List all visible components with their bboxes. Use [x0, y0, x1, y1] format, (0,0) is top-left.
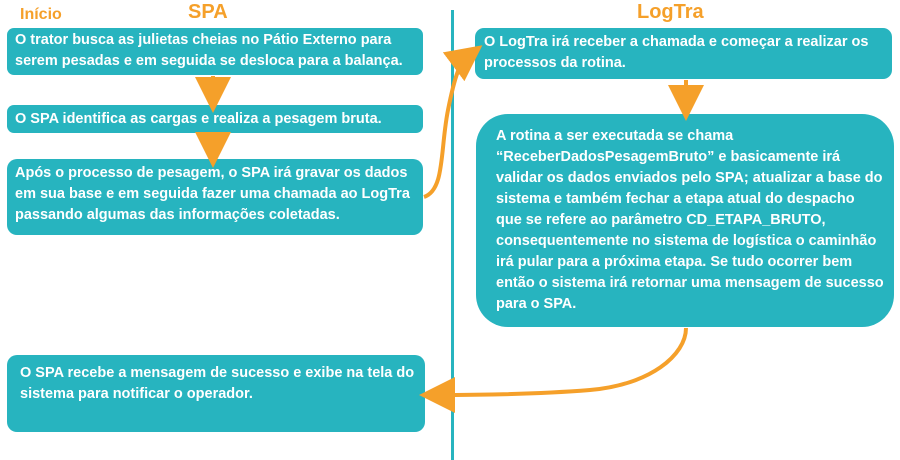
logtra-step-2-box: A rotina a ser executada se chama “ReceberDadosPesagemBruto” e basicamente irá validar os dados enviados pelo SPA; atualizar a base do sistema e também fechar a etapa atual do despacho que se refere ao parâmetro CD_ETAPA_BRUTO, consequentemente no sistema de logística o caminhão irá pular para a próxima etapa. Se tudo ocorrer bem então o sistema irá retornar uma mensagem de sucesso para o SPA. — [476, 114, 894, 327]
spa-step-2-box: O SPA identifica as cargas e realiza a pesagem bruta. — [7, 105, 423, 133]
logtra-column-title: LogTra — [637, 1, 704, 23]
spa-column-title: SPA — [188, 1, 228, 23]
arrow-logtra-to-spa — [437, 328, 686, 395]
arrow-spa-to-logtra — [424, 56, 468, 197]
start-label: Início — [20, 6, 62, 23]
logtra-step-1-box: O LogTra irá receber a chamada e começar a realizar os processos da rotina. — [475, 28, 892, 79]
spa-step-3-box: Após o processo de pesagem, o SPA irá gravar os dados em sua base e em seguida fazer uma chamada ao LogTra passando algumas das informações coletadas. — [7, 159, 423, 235]
spa-final-box: O SPA recebe a mensagem de sucesso e exibe na tela do sistema para notificar o operador. — [7, 355, 425, 432]
spa-step-1-box: O trator busca as julietas cheias no Pátio Externo para serem pesadas e em seguida se desloca para a balança. — [7, 28, 423, 75]
